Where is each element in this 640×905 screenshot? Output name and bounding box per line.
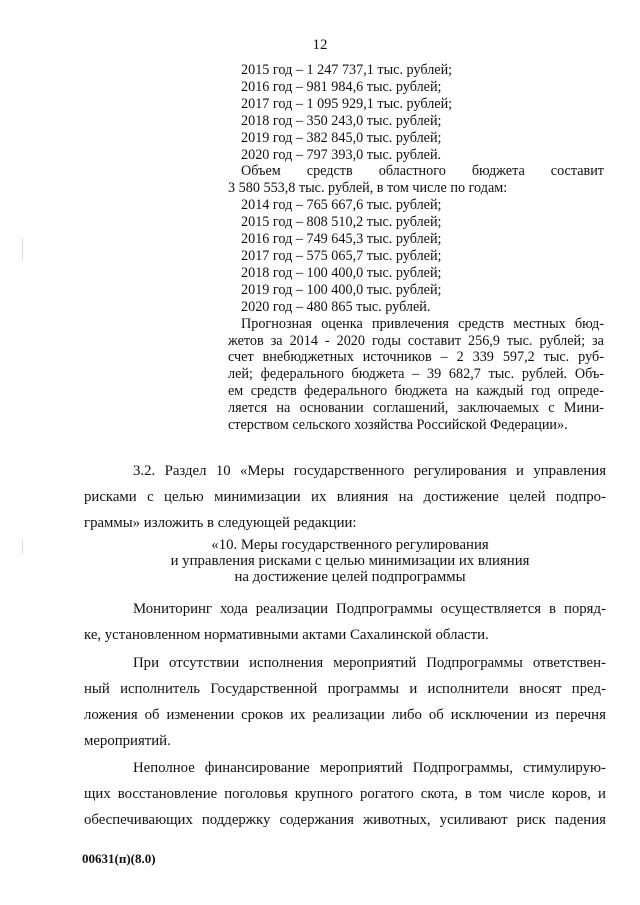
word: годы: [371, 332, 401, 349]
word: Подпрограммы,: [412, 760, 514, 776]
word: в: [464, 786, 472, 802]
word: животных,: [362, 812, 431, 828]
word: коров,: [551, 786, 591, 802]
word: исключении: [450, 707, 529, 723]
year-line: 2017 год – 1 095 929,1 тыс. рублей;: [241, 95, 453, 112]
word: усиливают: [439, 812, 508, 828]
paragraph-line: ке, установленном нормативными актами Сахалинской области.: [84, 627, 489, 643]
year-line: 2016 год – 981 984,6 тыс. рублей;: [241, 78, 442, 95]
word: рисками: [84, 489, 137, 505]
word: 2014: [289, 332, 318, 349]
word: минимизации: [214, 489, 301, 505]
word: за: [592, 332, 604, 349]
word: Подпрограммы: [426, 655, 523, 671]
word: -: [324, 332, 330, 349]
word: поддержку: [201, 812, 271, 828]
word: привлечения: [372, 315, 449, 332]
word: содержания: [279, 812, 354, 828]
year-line: 2015 год – 808 510,2 тыс. рублей;: [241, 214, 442, 231]
year-line: 2019 год – 100 400,0 тыс. рублей;: [241, 281, 442, 298]
document-code: 00631(п)(8.0): [82, 851, 156, 866]
year-line: 2020 год – 480 865 тыс. рублей.: [241, 298, 431, 315]
word: отсутствии: [168, 655, 240, 671]
word: рогатого: [359, 786, 414, 802]
non-execution-paragraph: [84, 650, 606, 754]
word: год: [530, 383, 551, 400]
year-line: 2015 год – 1 247 737,1 тыс. рублей;: [241, 62, 453, 78]
word: мероприятий: [319, 760, 403, 776]
word: ем: [228, 383, 244, 400]
word: бюд-: [574, 315, 604, 332]
word: ответствен-: [532, 655, 606, 671]
word: исполнитель: [120, 681, 201, 697]
word: поряд-: [563, 601, 606, 617]
word: руб-: [578, 349, 604, 366]
word: их: [290, 707, 306, 723]
word: исполнители: [427, 681, 509, 697]
word: пред-: [571, 681, 606, 697]
word: 256,9: [468, 332, 500, 349]
word: составит: [407, 332, 462, 349]
word: об: [144, 707, 160, 723]
paragraph-line: [84, 484, 606, 510]
word: –: [412, 366, 420, 383]
word: программы: [327, 681, 400, 697]
forecast-line: стерством сельского хозяйства Российской Федерации».: [228, 417, 568, 434]
word: 2020: [336, 332, 365, 349]
word: При: [133, 655, 160, 671]
word: поголовья: [224, 786, 288, 802]
word: осуществляется: [440, 601, 542, 617]
word: восстановление: [117, 786, 218, 802]
word: ный: [84, 681, 110, 697]
word: Государственной: [210, 681, 318, 697]
word: Объ-: [574, 366, 604, 383]
word: бюджета: [394, 383, 448, 400]
word: тыс.: [506, 332, 533, 349]
regional-budget-intro: Объем средств областного бюджета составит: [241, 163, 604, 180]
forecast-line: [228, 316, 604, 333]
section-10-heading: [100, 537, 600, 585]
section-3-2-paragraph: [84, 458, 606, 536]
word: основании: [299, 400, 364, 417]
paragraph-line: [84, 458, 606, 484]
paragraph-line: [84, 702, 606, 728]
word: перечня: [555, 707, 606, 723]
word: рублей;: [539, 332, 586, 349]
heading-line: на достижение целей подпрограммы: [234, 569, 466, 585]
year-line: 2018 год – 100 400,0 тыс. рублей;: [241, 264, 442, 281]
monitoring-paragraph: [84, 596, 606, 648]
word: риск: [516, 812, 546, 828]
word: «Меры: [240, 463, 285, 479]
financing-risk-paragraph: [84, 755, 606, 833]
word: и: [516, 463, 524, 479]
page-number: 12: [312, 37, 328, 53]
regional-budget-total: 3 580 553,8 тыс. рублей, в том числе по годам:: [228, 180, 508, 197]
scan-edge-mark: [22, 540, 23, 554]
word: влияния: [336, 489, 389, 505]
word: 339: [472, 349, 494, 366]
word: целей: [509, 489, 546, 505]
word: реализации: [255, 601, 329, 617]
word: местных: [513, 315, 566, 332]
paragraph-line: [84, 676, 606, 702]
word: жетов: [228, 332, 264, 349]
word: управления: [533, 463, 606, 479]
word: государственного: [293, 463, 405, 479]
word: целью: [164, 489, 204, 505]
word: ложения: [84, 707, 138, 723]
word: с: [147, 489, 154, 505]
word: реализации: [312, 707, 385, 723]
word: 39: [427, 366, 442, 383]
word: Мини-: [563, 400, 604, 417]
paragraph-line: [84, 807, 606, 833]
word: достижение: [423, 489, 499, 505]
word: Раздел: [164, 463, 207, 479]
word: тыс.: [488, 366, 515, 383]
word: и: [409, 681, 418, 697]
word: заключаемых: [457, 400, 539, 417]
word: и: [597, 786, 606, 802]
word: падения: [554, 812, 606, 828]
paragraph-line: [84, 596, 606, 622]
word: лей;: [228, 366, 253, 383]
word: 10: [215, 463, 231, 479]
forecast-line: [228, 333, 604, 350]
word: вносят: [519, 681, 562, 697]
word: 682,7: [448, 366, 481, 383]
word: 2: [456, 349, 464, 366]
year-line: 2017 год – 575 065,7 тыс. рублей;: [241, 247, 442, 264]
word: оценка: [321, 315, 363, 332]
word: –: [440, 349, 448, 366]
word: стимулирую-: [523, 760, 606, 776]
year-line: 2020 год – 797 393,0 тыс. рублей.: [241, 146, 442, 163]
word: регулирования: [413, 463, 507, 479]
word: исполнения: [249, 655, 324, 671]
word: федерального: [260, 366, 344, 383]
word: Подпрограммы: [336, 601, 433, 617]
word: обеспечивающих: [84, 812, 193, 828]
word: с: [548, 400, 555, 417]
forecast-line: [228, 400, 604, 417]
word: числе: [508, 786, 545, 802]
word: хода: [219, 601, 248, 617]
year-line: 2014 год – 765 667,6 тыс. рублей;: [241, 197, 442, 214]
word: источников: [362, 349, 432, 366]
word: соглашений,: [372, 400, 449, 417]
word: счет: [228, 349, 254, 366]
word: федерального: [304, 383, 388, 400]
word: Неполное: [133, 760, 195, 776]
forecast-line: [228, 366, 604, 383]
word: Прогнозная: [241, 315, 312, 332]
paragraph-line: [84, 781, 606, 807]
paragraph-line: [84, 755, 606, 781]
word: каждый: [476, 383, 524, 400]
year-line: 2018 год – 350 243,0 тыс. рублей;: [241, 112, 442, 129]
word: щих: [84, 786, 111, 802]
scan-edge-mark: [22, 238, 23, 260]
word: внебюджетных: [262, 349, 354, 366]
word: за: [270, 332, 283, 349]
paragraph-line: мероприятий.: [84, 733, 171, 749]
word: сроков: [241, 707, 284, 723]
word: финансирование: [204, 760, 310, 776]
paragraph-line: [84, 650, 606, 676]
word: их: [311, 489, 327, 505]
word: 3.2.: [133, 463, 156, 479]
word: ляется: [228, 400, 268, 417]
word: том: [478, 786, 502, 802]
heading-line: «10. Меры государственного регулирования: [211, 537, 489, 553]
word: об: [428, 707, 444, 723]
word: скота,: [420, 786, 458, 802]
word: тыс.: [543, 349, 570, 366]
word: средств: [250, 383, 297, 400]
word: рублей.: [521, 366, 568, 383]
word: Мониторинг: [133, 601, 212, 617]
word: подпро-: [555, 489, 606, 505]
word: на: [455, 383, 469, 400]
word: в: [549, 601, 557, 617]
word: мероприятий: [333, 655, 417, 671]
year-line: 2016 год – 749 645,3 тыс. рублей;: [241, 231, 442, 248]
word: на: [398, 489, 414, 505]
forecast-line: [228, 349, 604, 366]
forecast-line: [228, 383, 604, 400]
word: 597,2: [502, 349, 535, 366]
word: изменении: [166, 707, 235, 723]
heading-line: и управления рисками с целью минимизации их влияния: [170, 553, 530, 569]
word: на: [276, 400, 291, 417]
word: средств: [458, 315, 505, 332]
word: либо: [391, 707, 422, 723]
paragraph-line: граммы» изложить в следующей редакции:: [84, 515, 357, 531]
word: крупного: [294, 786, 353, 802]
budget-allocation-block: [228, 62, 604, 434]
word: бюджета: [351, 366, 405, 383]
word: из: [534, 707, 549, 723]
year-line: 2019 год – 382 845,0 тыс. рублей;: [241, 129, 442, 146]
word: опреде-: [557, 383, 604, 400]
